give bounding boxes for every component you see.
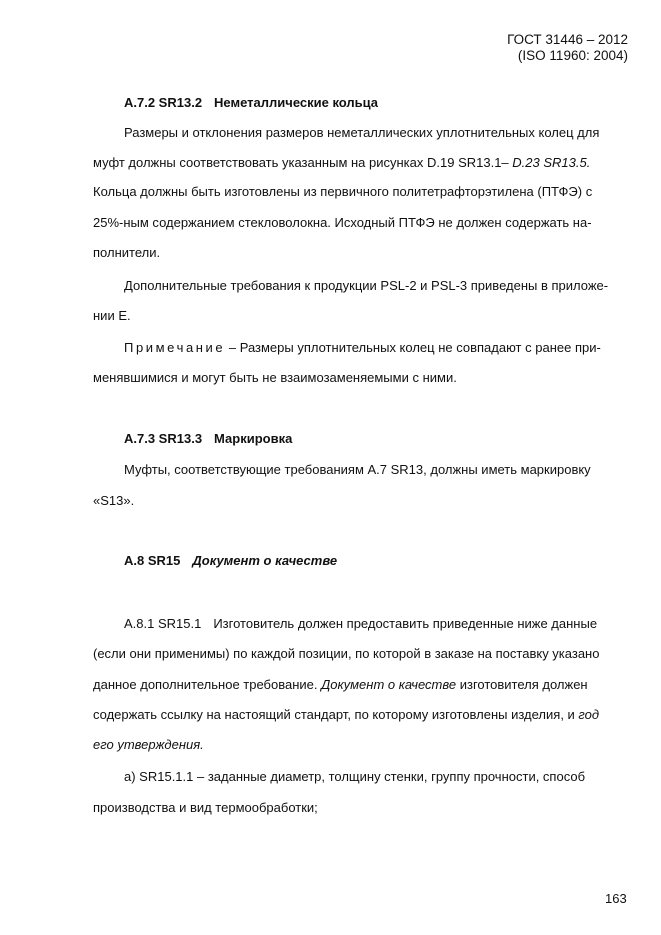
paragraph-line: Дополнительные требования к продукции PSL-2 и PSL-3 приведены в приложе- [124,278,609,293]
paragraph-line: 25%-ным содержанием стекловолокна. Исходный ПТФЭ не должен содержать на- [93,215,592,230]
paragraph-line [93,677,588,693]
text-run: Изготовитель должен предоставить приведенные ниже данные [213,616,598,631]
text-run: изготовителя должен [456,677,588,692]
paragraph-line: Размеры и отклонения размеров неметаллических уплотнительных колец для [124,125,600,140]
paragraph-line: Муфты, соответствующие требованиям А.7 SR13, должны иметь маркировку [124,462,591,477]
paragraph-line: нии Е. [93,308,131,323]
paragraph-line: (если они применимы) по каждой позиции, по которой в заказе на поставку указано [93,646,600,661]
emphasis-text: год [578,707,600,722]
text-run: муфт должны соответствовать указанным на рисунках D.19 SR13.1– [93,155,513,170]
section-heading-a72 [124,95,378,111]
section-heading-a73 [124,431,292,447]
doc-standard-iso-ref: (ISO 11960: 2004) [517,48,628,63]
section-number: А.7.2 SR13.2 [124,95,203,110]
paragraph-line: «S13». [93,493,135,508]
paragraph-line [124,616,597,632]
page-number: 163 [605,891,627,906]
paragraph-line: его утверждения. [93,737,204,752]
list-item-line: производства и вид термообработки; [93,800,318,815]
paragraph-line [93,155,590,171]
note-line [124,340,601,356]
paragraph-line: полнители. [93,245,161,260]
section-title: Документ о качестве [192,553,338,568]
emphasis-text: Документ о качестве [321,677,457,692]
section-title: Неметаллические кольца [214,95,379,110]
paragraph-line: Кольца должны быть изготовлены из первичного политетрафторэтилена (ПТФЭ) с [93,184,593,199]
text-run: – Размеры уплотнительных колец не совпадают с ранее при- [225,340,601,355]
note-label: Примечание [124,340,226,355]
section-number: А.7.3 SR13.3 [124,431,203,446]
list-item-line: а) SR15.1.1 – заданные диаметр, толщину стенки, группу прочности, способ [124,769,586,784]
figure-reference: D.23 SR13.5. [512,155,591,170]
note-line: менявшимися и могут быть не взаимозаменяемыми с ними. [93,370,457,385]
section-number: А.8 SR15 [124,553,181,568]
doc-standard-code: ГОСТ 31446 – 2012 [507,32,628,47]
paragraph-line [93,707,599,723]
text-run: данное дополнительное требование. [93,677,322,692]
text-run: содержать ссылку на настоящий стандарт, по которому изготовлены изделия, и [93,707,579,722]
clause-number: А.8.1 SR15.1 [124,616,202,631]
section-heading-a8 [124,553,337,569]
section-title: Маркировка [214,431,293,446]
